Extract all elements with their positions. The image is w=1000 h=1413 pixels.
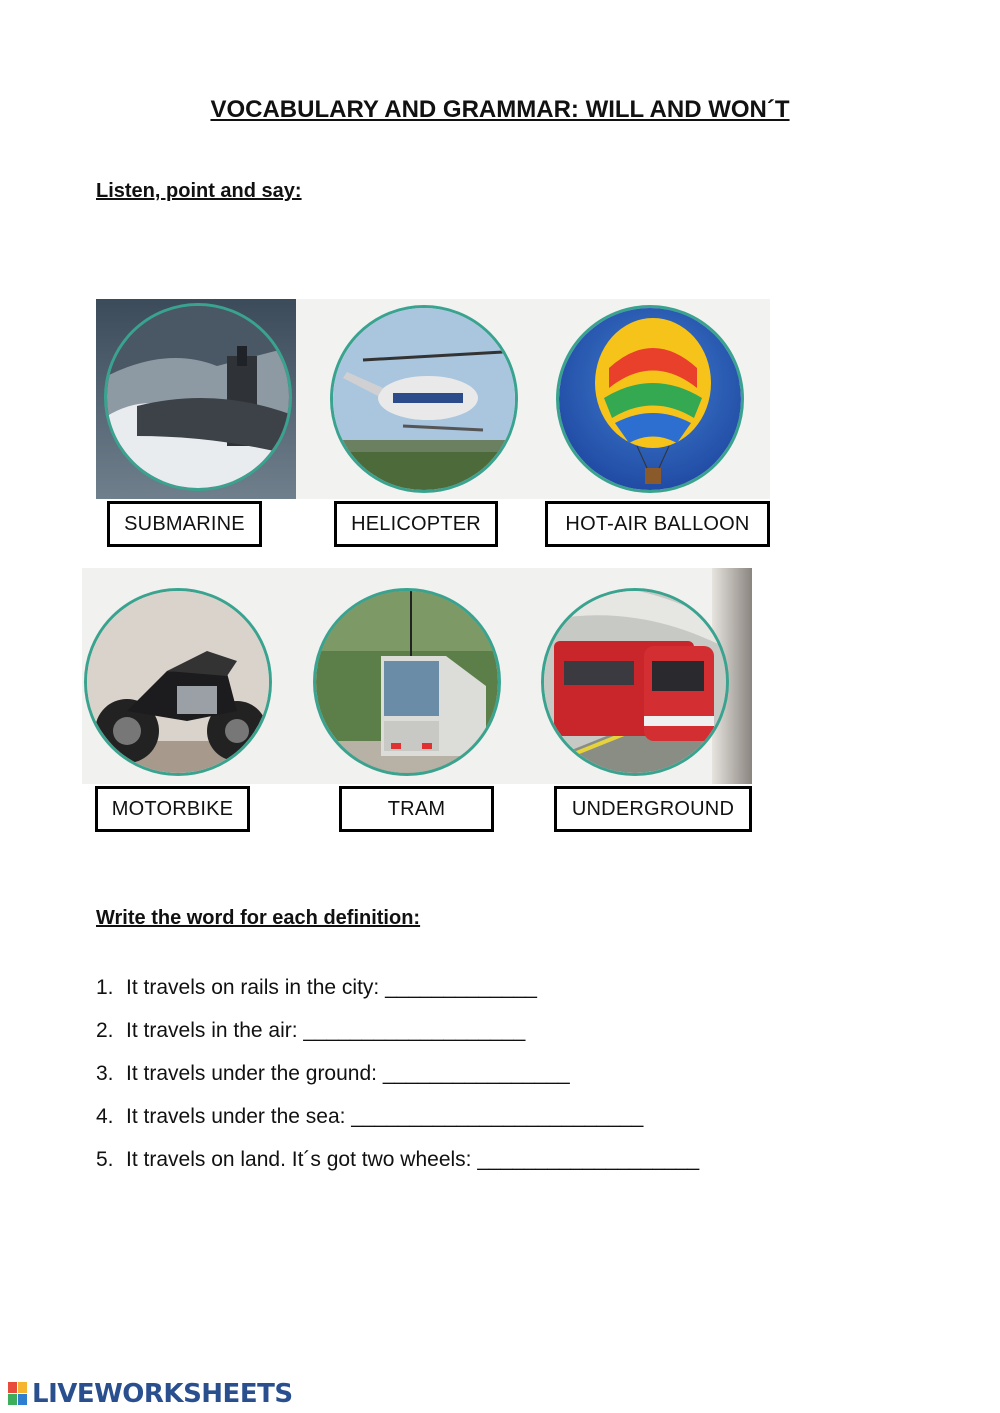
list-item [96,1105,699,1148]
liveworksheets-logo[interactable] [8,1380,293,1408]
section-heading-definitions: Write the word for each definition: [96,907,421,929]
list-item [96,1148,699,1191]
definition-text[interactable]: It travels on rails in the city: _____________ [126,976,537,999]
definition-text[interactable]: It travels in the air: ___________________ [126,1019,526,1042]
list-item [96,976,699,1019]
tram-image [313,588,501,776]
definition-text[interactable]: It travels under the ground: ________________ [126,1062,570,1085]
hot-air-balloon-image [556,305,744,493]
definition-text[interactable]: It travels under the sea: _________________________ [126,1105,644,1128]
brand-name: LIVEWORKSHEETS [32,1379,293,1409]
definition-text[interactable]: It travels on land. It´s got two wheels: ___________________ [126,1148,700,1171]
label-hot-air-balloon: HOT-AIR BALLOON [545,501,770,547]
list-item [96,1019,699,1062]
submarine-image [104,303,292,491]
label-underground: UNDERGROUND [554,786,752,832]
motorbike-image [84,588,272,776]
section-heading-listen: Listen, point and say: [96,180,302,202]
definition-list [96,976,699,1191]
helicopter-image [330,305,518,493]
liveworksheets-logo-icon [8,1382,28,1406]
underground-image [541,588,729,776]
item-number: 1. [96,976,114,999]
label-helicopter: HELICOPTER [334,501,498,547]
item-number: 5. [96,1148,114,1171]
label-motorbike: MOTORBIKE [95,786,250,832]
list-item [96,1062,699,1105]
item-number: 2. [96,1019,114,1042]
page-title: VOCABULARY AND GRAMMAR: WILL AND WON´T [210,96,790,123]
label-submarine: SUBMARINE [107,501,262,547]
item-number: 3. [96,1062,114,1085]
item-number: 4. [96,1105,114,1128]
label-tram: TRAM [339,786,494,832]
